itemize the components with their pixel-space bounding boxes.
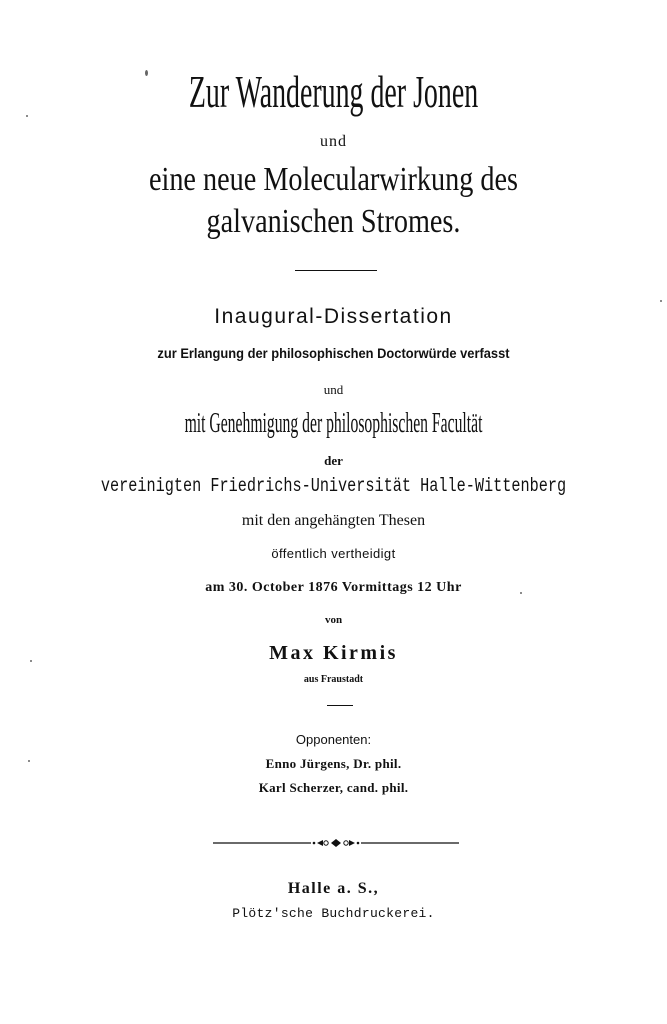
university-name: vereinigten Friedrichs-Universität Halle-Wittenberg — [100, 475, 567, 497]
author-name: Max Kirmis — [269, 642, 398, 664]
dissertation-approval: mit Genehmigung der philosophischen Facultät — [184, 408, 483, 439]
defense-date: am 30. October 1876 Vormittags 12 Uhr — [205, 580, 462, 595]
paper-speck — [30, 660, 32, 662]
opponents-heading: Opponenten: — [295, 732, 372, 747]
paper-speck — [26, 115, 28, 117]
imprint-printer: Plötz'sche Buchdruckerei. — [232, 906, 435, 921]
dissertation-und: und — [323, 382, 344, 397]
title-conjunction: und — [320, 133, 347, 150]
ornamental-divider — [213, 836, 459, 850]
von-line: von — [324, 614, 343, 626]
imprint-place: Halle a. S., — [287, 880, 380, 897]
title-line-3: galvanischen Stromes. — [206, 203, 461, 240]
paper-speck — [520, 592, 522, 594]
author-divider — [327, 705, 353, 706]
opponent-1: Enno Jürgens, Dr. phil. — [265, 756, 402, 771]
author-origin: aus Fraustadt — [303, 674, 364, 685]
opponent-2: Karl Scherzer, cand. phil. — [258, 780, 409, 795]
dissertation-heading: Inaugural-Dissertation — [214, 305, 453, 328]
title-line-1: Zur Wanderung der Jonen — [188, 67, 479, 117]
paper-speck — [145, 70, 148, 76]
paper-speck — [660, 300, 662, 302]
title-line-2: eine neue Molecularwirkung des — [148, 161, 519, 198]
dissertation-purpose: zur Erlangung der philosophischen Doctorwürde verfasst — [157, 345, 510, 361]
defended-line: öffentlich vertheidigt — [271, 546, 396, 561]
paper-speck — [28, 760, 30, 762]
theses-line: mit den angehängten Thesen — [241, 512, 426, 529]
dissertation-der: der — [324, 453, 343, 468]
title-divider — [295, 270, 377, 271]
